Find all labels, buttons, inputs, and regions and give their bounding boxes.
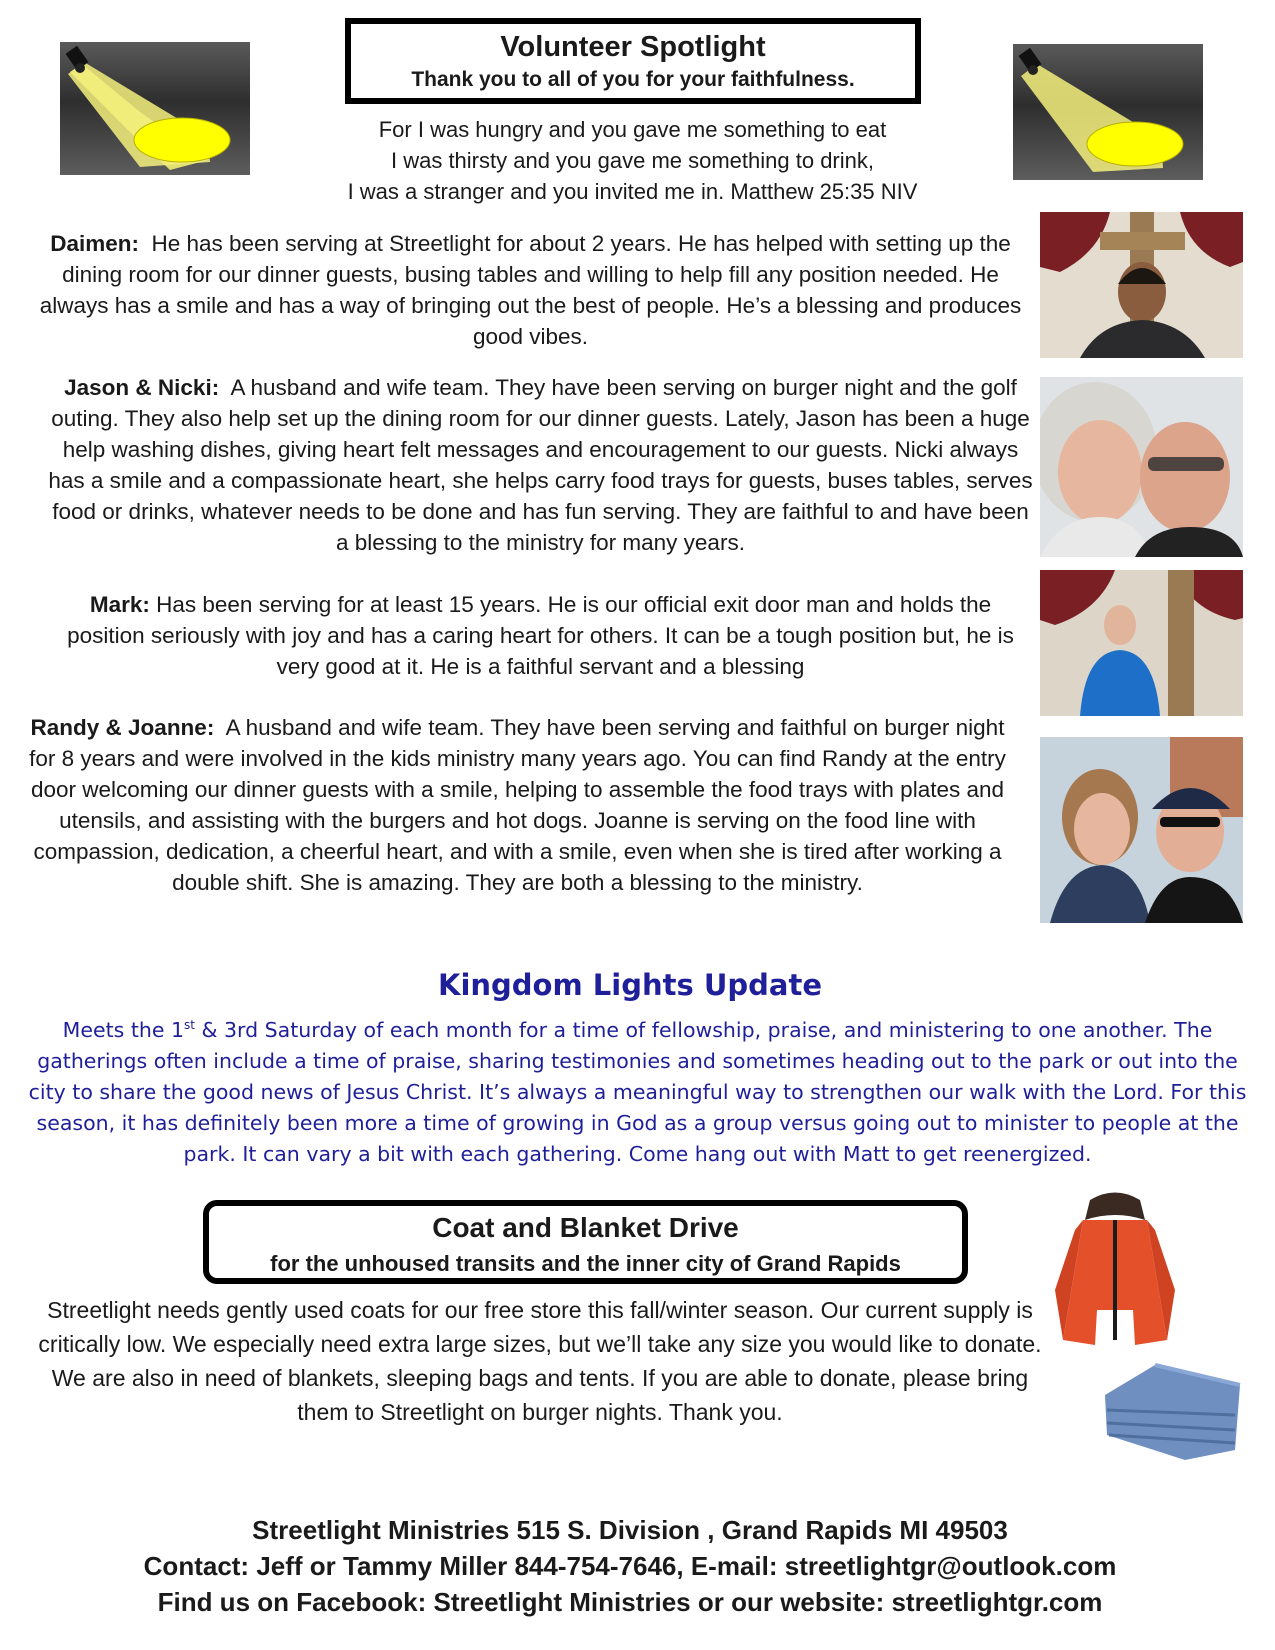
contact-footer: [0, 1512, 1260, 1620]
volunteer-photo-randy-joanne: [1040, 737, 1243, 923]
blankets-image: [1095, 1355, 1245, 1465]
volunteer-photo-daimen: [1040, 212, 1243, 358]
coat-drive-subtitle: for the unhoused transits and the inner city of Grand Rapids: [270, 1251, 901, 1276]
volunteer-name: Daimen:: [50, 231, 139, 256]
coat-drive-title: Coat and Blanket Drive: [432, 1212, 739, 1243]
coat-image: [1055, 1190, 1175, 1350]
verse-line-2: I was thirsty and you gave me something to drink,: [390, 148, 874, 173]
volunteer-name: Mark:: [89, 592, 150, 617]
kingdom-lights-superscript: st: [184, 1018, 195, 1032]
volunteer-bio-randy-joanne: [25, 712, 1010, 898]
volunteer-photo-mark: [1040, 570, 1243, 716]
volunteer-bio-daimen: [38, 228, 1023, 352]
scripture-verse: [300, 114, 965, 207]
kingdom-lights-title: Kingdom Lights Update: [437, 968, 823, 1002]
footer-address: Streetlight Ministries 515 S. Division , Grand Rapids MI 49503: [252, 1515, 1008, 1545]
verse-line-1: For I was hungry and you gave me something to eat: [378, 117, 887, 142]
volunteer-description: He has been serving at Streetlight for about 2 years. He has helped with setting up the dining room for our dinner guests, busing tables and willing to help fill any position needed. He always has a smile and has a way of bringing out the best of people. He’s a blessing and produces good vibes.: [39, 231, 1022, 349]
spotlight-left-image: [60, 42, 250, 175]
footer-contact: Contact: Jeff or Tammy Miller 844-754-7646, E-mail: streetlightgr@outlook.com: [143, 1551, 1117, 1581]
kingdom-lights-text: & 3rd Saturday of each month for a time of fellowship, praise, and ministering to one another. The gatherings often include a time of praise, sharing testimonies and sometimes heading out to the park or out into the city to share the good news of Jesus Christ. It’s always a meaningful way to strengthen our walk with the Lord. For this season, it has definitely been more a time of growing in God as a group versus going out to minister to people at the park. It can vary a bit with each gathering. Come hang out with Matt to get reenergized.: [28, 1017, 1247, 1166]
footer-social: Find us on Facebook: Streetlight Ministries or our website: streetlightgr.com: [157, 1587, 1103, 1617]
page-subtitle: Thank you to all of you for your faithfulness.: [411, 68, 855, 91]
volunteer-description: A husband and wife team. They have been serving on burger night and the golf outing. They also help set up the dining room for our dinner guests. Lately, Jason has been a huge help washing dishes, giving heart felt messages and encouragement to our guests. Nicki always has a smile and a compassionate heart, she helps carry food trays for guests, buses tables, serves food or drinks, whatever needs to be done and has fun serving. They are faithful to and have been a blessing to the ministry for many years.: [48, 375, 1033, 555]
coat-drive-header: [203, 1200, 968, 1284]
volunteer-description: A husband and wife team. They have been serving and faithful on burger night for 8 years and were involved in the kids ministry many years ago. You can find Randy at the entry door welcoming our dinner guests with a smile, helping to assemble the food trays with plates and utensils, and assisting with the burgers and hot dogs. Joanne is serving on the food line with compassion, dedication, a cheerful heart, and with a smile, even when she is tired after working a double shift. She is amazing. They are both a blessing to the ministry.: [29, 715, 1006, 895]
kingdom-lights-body: [20, 1010, 1255, 1170]
page-title: Volunteer Spotlight: [500, 31, 766, 63]
volunteer-bio-mark: [48, 589, 1033, 682]
spotlight-right-image: [1013, 44, 1203, 180]
coat-drive-body: Streetlight needs gently used coats for our free store this fall/winter season. Our current supply is critically low. We especially need extra large sizes, but we’ll take any size you would like to donate. We are also in need of blankets, sleeping bags and tents. If you are able to donate, please bring them to Streetlight on burger nights. Thank you.: [38, 1297, 1042, 1425]
volunteer-bio-jason-nicki: [48, 372, 1033, 558]
verse-line-3: I was a stranger and you invited me in. Matthew 25:35 NIV: [347, 179, 918, 204]
volunteer-spotlight-header: [345, 18, 921, 104]
kingdom-lights-text-start: Meets the 1: [62, 1017, 185, 1042]
volunteer-name: Jason & Nicki:: [64, 375, 220, 400]
volunteer-name: Randy & Joanne:: [30, 715, 215, 740]
volunteer-description: Has been serving for at least 15 years. He is our official exit door man and holds the position seriously with joy and has a caring heart for others. It can be a tough position but, he is very good at it. He is a faithful servant and a blessing: [67, 592, 1014, 679]
volunteer-photo-jason-nicki: [1040, 377, 1243, 557]
